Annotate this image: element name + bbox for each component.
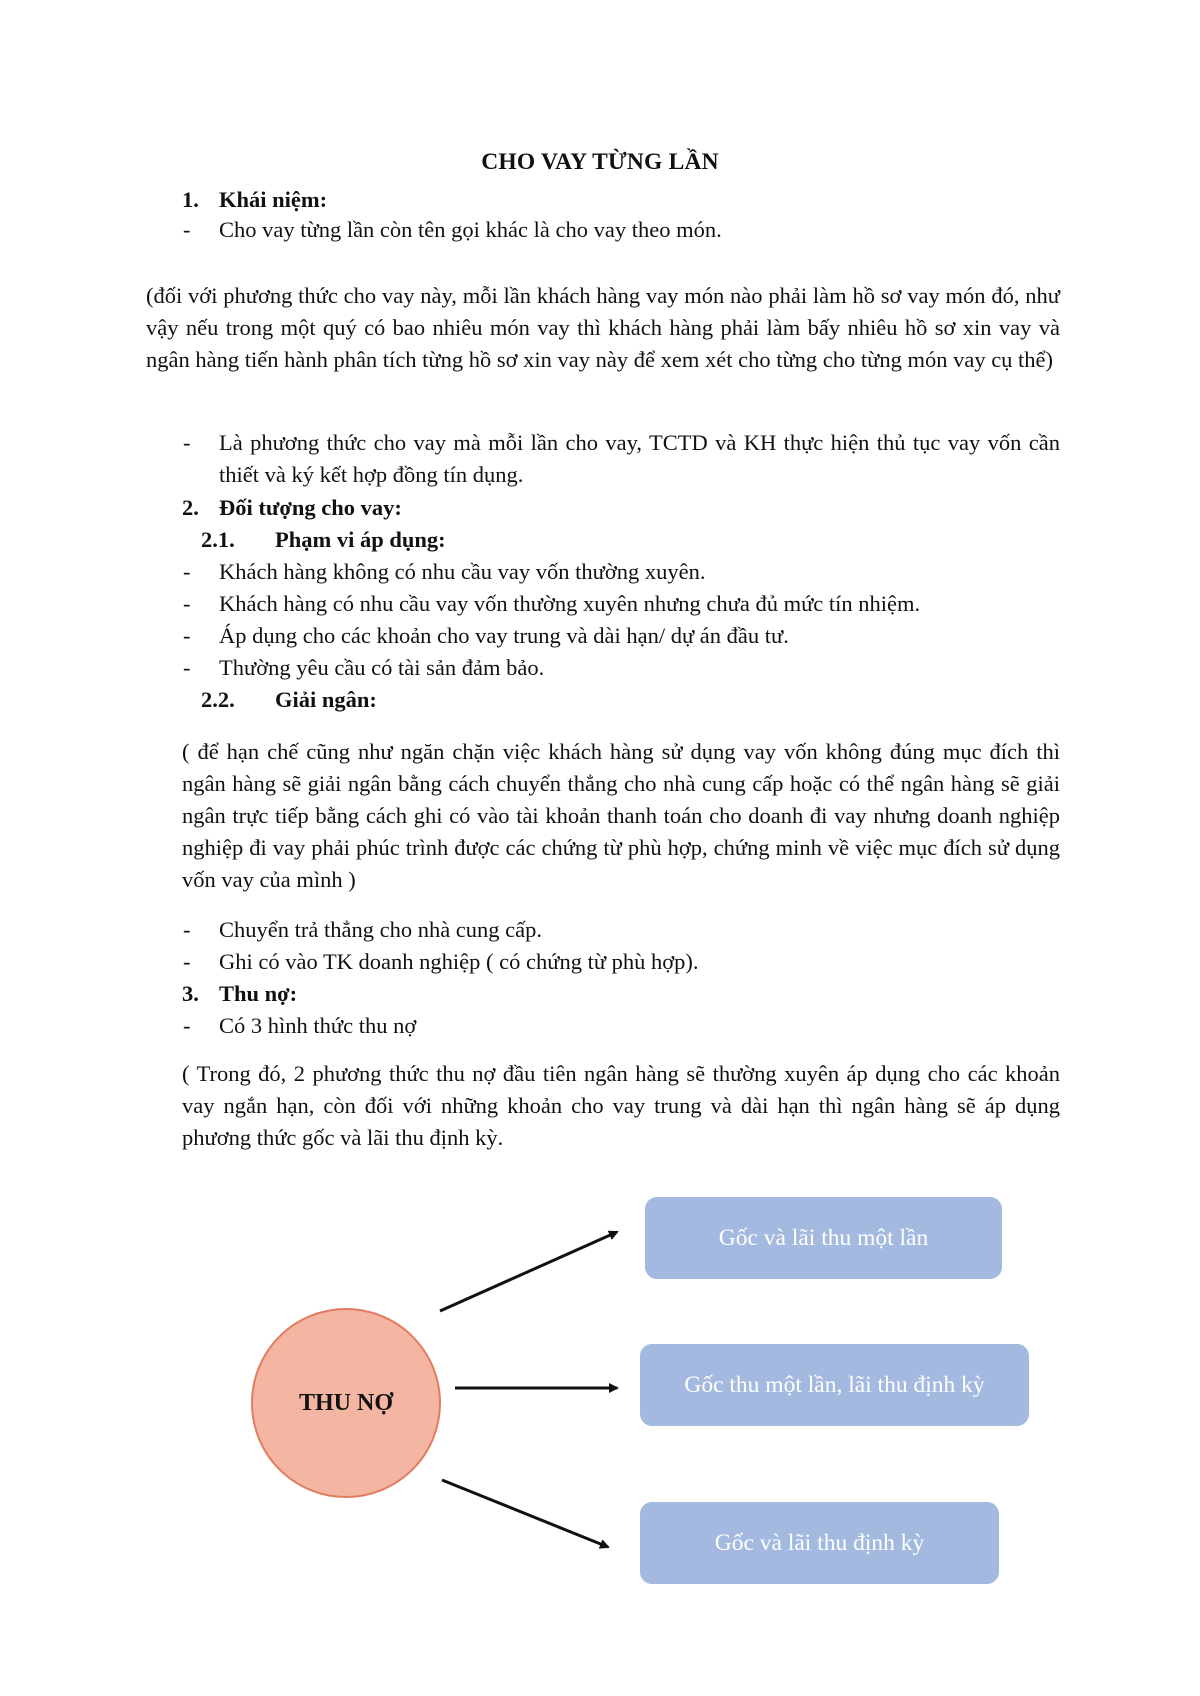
bullet-dash: - xyxy=(183,217,191,242)
section-3-bullet: Có 3 hình thức thu nợ xyxy=(219,1013,417,1038)
scope-bullet-2: Khách hàng có nhu cầu vay vốn thường xuyên nhưng chưa đủ mức tín nhiệm. xyxy=(219,591,921,616)
scope-bullet-1: Khách hàng không có nhu cầu vay vốn thường xuyên. xyxy=(219,559,706,584)
option-1-label: Gốc và lãi thu một lần xyxy=(718,1225,929,1251)
disbursement-bullet-1: Chuyển trả thẳng cho nhà cung cấp. xyxy=(219,917,543,942)
bullet-dash: - xyxy=(183,949,191,974)
section-1-number: 1. xyxy=(182,187,199,212)
disbursement-bullet-2: Ghi có vào TK doanh nghiệp ( có chứng từ phù hợp). xyxy=(219,949,699,974)
subsection-2-2-heading: Giải ngân: xyxy=(275,687,377,712)
section-1-bullet-1: Cho vay từng lần còn tên gọi khác là cho vay theo món. xyxy=(219,217,722,242)
thu-no-label: THU NỢ xyxy=(298,1390,393,1416)
bullet-dash: - xyxy=(183,623,191,648)
bullet-dash: - xyxy=(183,559,191,584)
disbursement-note: ( để hạn chế cũng như ngăn chặn việc khách hàng sử dụng vay vốn không đúng mục đích thì ngân hàng sẽ giải ngân bằng cách chuyển thẳng cho nhà cung cấp hoặc có thể ngân hàng sẽ giải ngân trực tiếp bằng cách ghi có vào tài khoản thanh toán cho doanh đi vay nhưng doanh nghiệp nghiệp đi vay phải phúc trình được các chứng từ phù hợp, chứng minh về việc mục đích sử dụng vốn vay của mình ) xyxy=(182,739,1060,892)
thu-no-circle xyxy=(251,1308,441,1498)
section-1-note: (đối với phương thức cho vay này, mỗi lần khách hàng vay món nào phải làm hồ sơ vay món đó, như vậy nếu trong một quý có bao nhiêu món vay thì khách hàng phải làm bấy nhiêu hồ sơ xin vay và ngân hàng tiến hành phân tích từng hồ sơ xin vay này để xem xét cho từng cho từng món vay cụ thể) xyxy=(146,283,1060,372)
page-title: CHO VAY TỪNG LẦN xyxy=(481,149,719,175)
bullet-dash: - xyxy=(183,655,191,680)
section-2-number: 2. xyxy=(182,495,199,520)
subsection-2-2-number: 2.2. xyxy=(201,687,235,712)
section-1-heading: Khái niệm: xyxy=(219,187,328,212)
subsection-2-1-number: 2.1. xyxy=(201,527,235,552)
arrow-to-option-1 xyxy=(440,1232,617,1311)
section-3-heading: Thu nợ: xyxy=(219,981,298,1006)
option-3-label: Gốc và lãi thu định kỳ xyxy=(714,1530,925,1556)
bullet-dash: - xyxy=(183,1013,191,1038)
option-box-2 xyxy=(640,1344,1029,1426)
scope-bullet-4: Thường yêu cầu có tài sản đảm bảo. xyxy=(219,655,545,680)
arrow-to-option-3 xyxy=(442,1480,608,1547)
debt-collection-note: ( Trong đó, 2 phương thức thu nợ đầu tiên ngân hàng sẽ thường xuyên áp dụng cho các khoản vay ngắn hạn, còn đối với những khoản cho vay trung và dài hạn thì ngân hàng sẽ áp dụng phương thức gốc và lãi thu định kỳ. xyxy=(182,1061,1060,1150)
section-1-bullet-2: Là phương thức cho vay mà mỗi lần cho vay, TCTD và KH thực hiện thủ tục vay vốn cần thiết và ký kết hợp đồng tín dụng. xyxy=(219,430,1060,487)
bullet-dash: - xyxy=(183,917,191,942)
section-2-heading: Đối tượng cho vay: xyxy=(219,495,402,520)
option-box-1 xyxy=(645,1197,1002,1279)
bullet-dash: - xyxy=(183,430,191,455)
subsection-2-1-heading: Phạm vi áp dụng: xyxy=(275,527,446,552)
scope-bullet-3: Áp dụng cho các khoản cho vay trung và dài hạn/ dự án đầu tư. xyxy=(219,623,789,648)
option-box-3 xyxy=(640,1502,999,1584)
bullet-dash: - xyxy=(183,591,191,616)
option-2-label: Gốc thu một lần, lãi thu định kỳ xyxy=(684,1372,985,1398)
section-3-number: 3. xyxy=(182,981,199,1006)
